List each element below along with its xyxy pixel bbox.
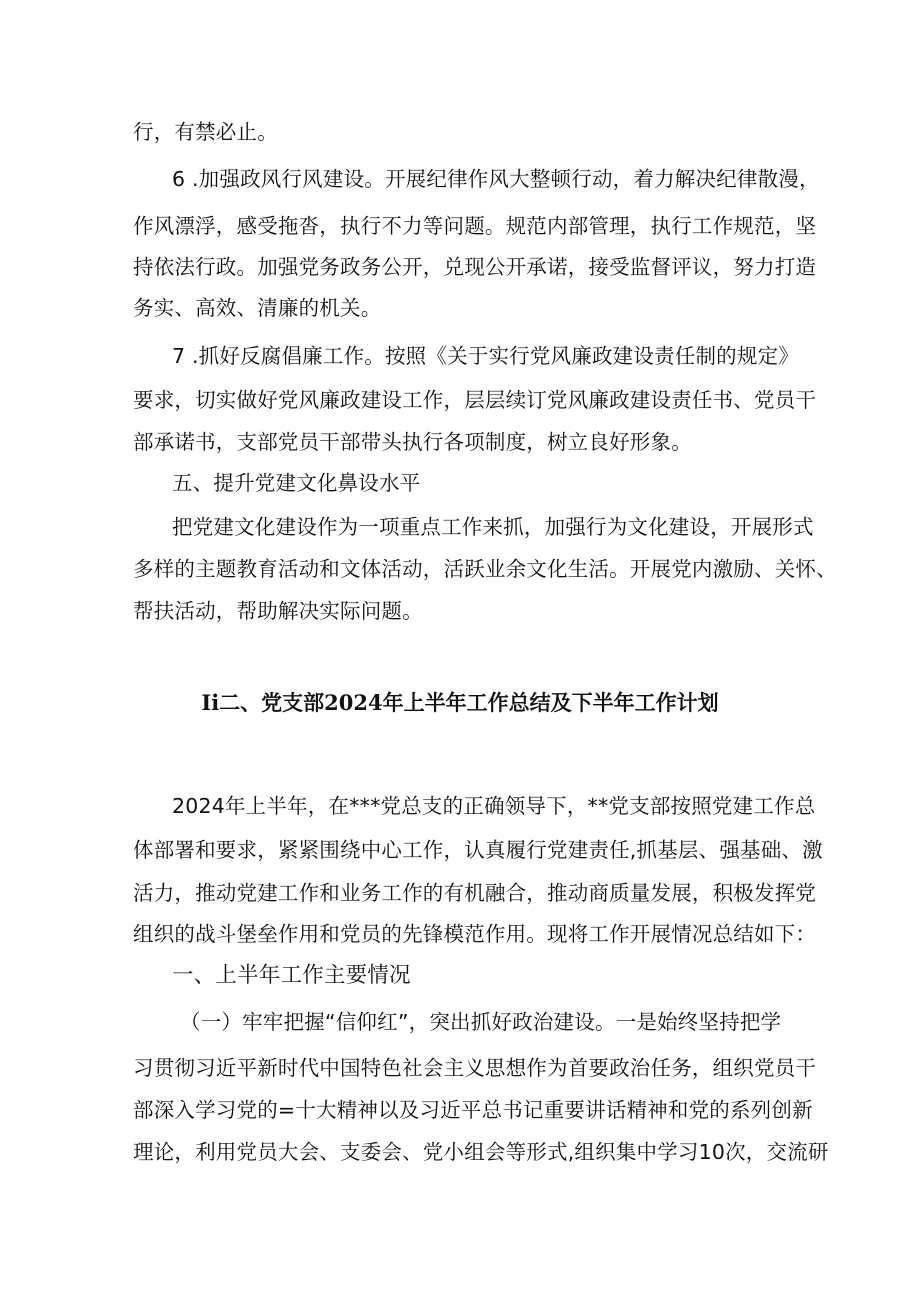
line-text: 7 .抓好反腐倡廉工作。按照《关于实行党风廉政建设责任制的规定》 — [172, 344, 799, 368]
paragraph-line — [0, 914, 920, 954]
paragraph-line — [0, 288, 920, 328]
line-text: 要求，切实做好党风廉政建设工作，层层续订党风廉政建设责任书、党员干 — [133, 388, 817, 412]
paragraph-line — [0, 507, 920, 547]
line-text: 理论，利用党员大会、支委会、党小组会等形式,组织集中学习10次，交流研 — [133, 1140, 829, 1164]
paragraph-line — [0, 206, 920, 246]
paragraph-line — [0, 380, 920, 420]
line-text: 多样的主题教育活动和文体活动，活跃业余文化生活。开展党内激励、关怀、 — [133, 557, 837, 581]
paragraph-line — [0, 1090, 920, 1130]
paragraph-line — [0, 786, 920, 826]
paragraph-line — [0, 336, 920, 376]
line-text: 作风漂浮，感受拖沓，执行不力等问题。规范内部管理，执行工作规范，坚 — [133, 214, 817, 238]
section-heading — [0, 463, 920, 503]
line-text: 部深入学习党的=十大精神以及习近平总书记重要讲话精神和党的系列创新 — [133, 1098, 813, 1122]
line-text: 6 .加强政风行风建设。开展纪律作风大整顿行动，着力解决纪律散漫， — [172, 167, 820, 191]
line-text: 务实、高效、清廉的机关。 — [133, 296, 382, 320]
line-text: 活力，推动党建工作和业务工作的有机融合，推动商质量发展，积极发挥党 — [133, 881, 817, 905]
line-text: 组织的战斗堡垒作用和党员的先锋模范作用。现将工作开展情况总结如下： — [133, 922, 817, 946]
paragraph-line — [0, 1002, 920, 1042]
document-title: Ii二、党支部2024年上半年工作总结及下半年工作计划 — [201, 690, 719, 715]
line-text: 2024年上半年，在***党总支的正确领导下，**党支部按照党建工作总 — [172, 794, 816, 818]
paragraph-line — [0, 422, 920, 462]
paragraph-line — [0, 247, 920, 287]
paragraph-line — [0, 159, 920, 199]
section-heading — [0, 956, 920, 996]
paragraph-line — [0, 830, 920, 870]
paragraph-line — [0, 549, 920, 589]
paragraph-line — [0, 1048, 920, 1088]
paragraph-line — [0, 591, 920, 631]
paragraph-line — [0, 112, 920, 152]
line-text: 把党建文化建设作为一项重点工作来抓，加强行为文化建设，开展形式 — [172, 515, 814, 539]
line-text: 帮扶活动，帮助解决实际问题。 — [133, 599, 423, 623]
line-text: 部承诺书，支部党员干部带头执行各项制度，树立良好形象。 — [133, 430, 692, 454]
line-text: 体部署和要求，紧紧围绕中心工作，认真履行党建责任,抓基层、强基础、激 — [133, 838, 823, 862]
paragraph-line — [0, 1132, 920, 1172]
line-text: （一）牢牢把握“信仰红”，突出抓好政治建设。一是始终坚持把学 — [180, 1010, 782, 1034]
paragraph-line — [0, 873, 920, 913]
line-text: 习贯彻习近平新时代中国特色社会主义思想作为首要政治任务，组织党员干 — [133, 1056, 817, 1080]
line-text: 五、提升党建文化鼻设水平 — [172, 471, 421, 495]
line-text: 持依法行政。加强党务政务公开，兑现公开承诺，接受监督评议，努力打造 — [133, 255, 817, 279]
line-text: 行，有禁必止。 — [133, 120, 278, 144]
line-text: 一、上半年工作主要情况 — [172, 963, 411, 988]
